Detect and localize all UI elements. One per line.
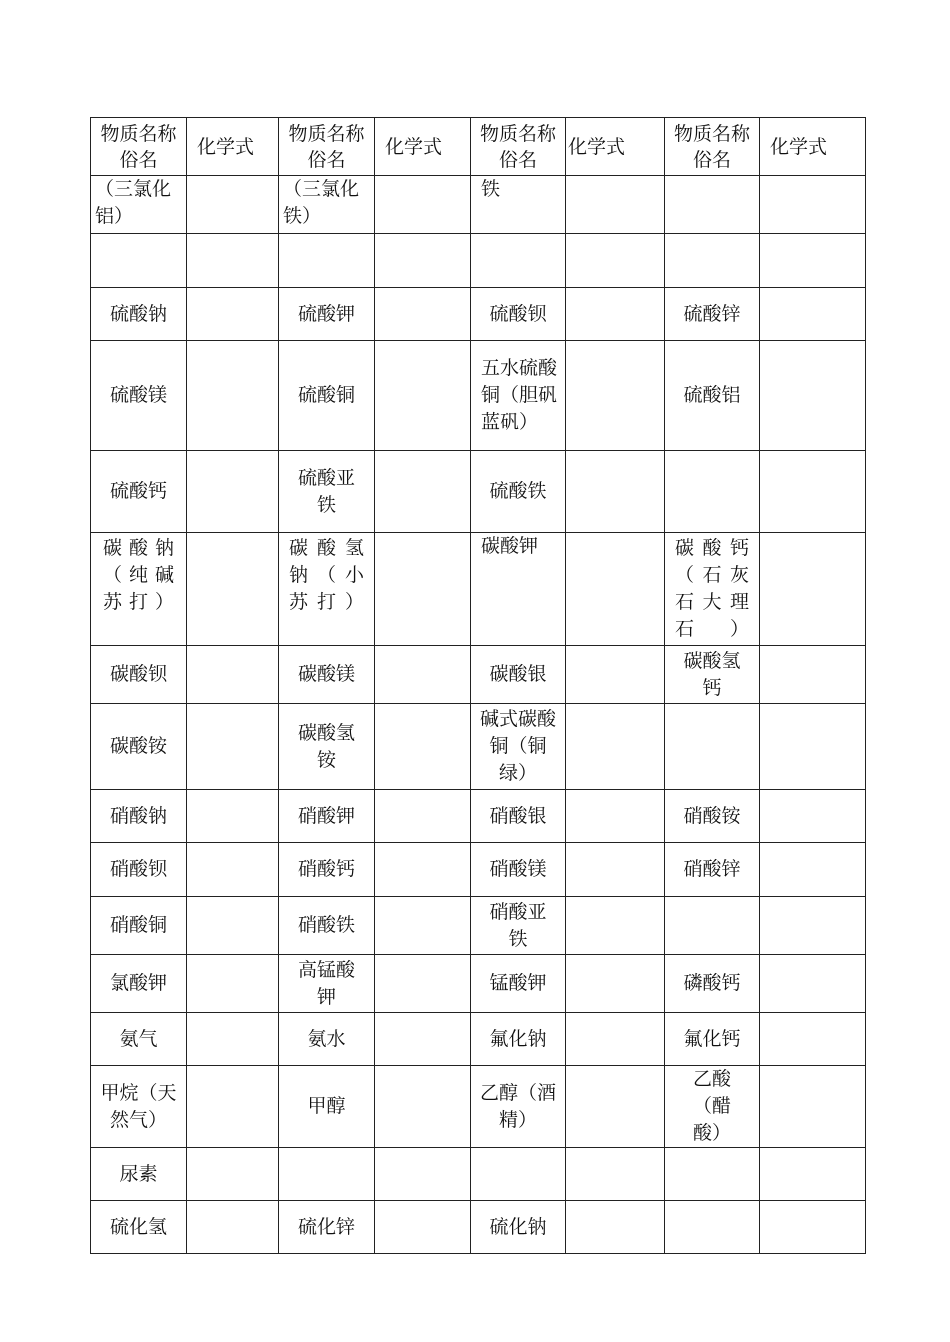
formula-cell[interactable] xyxy=(760,1148,866,1201)
name-cell: 硫酸钡 xyxy=(471,288,566,341)
name-cell: 铁 xyxy=(471,176,566,234)
formula-cell[interactable] xyxy=(187,955,279,1013)
formula-cell[interactable] xyxy=(760,1066,866,1148)
formula-cell[interactable] xyxy=(187,1066,279,1148)
table-row xyxy=(91,646,866,704)
formula-cell[interactable] xyxy=(375,1013,471,1066)
formula-cell[interactable] xyxy=(187,704,279,790)
name-cell: 碳酸氢钠（小苏打） xyxy=(279,533,375,646)
formula-cell[interactable] xyxy=(375,176,471,234)
header-formula-1: 化学式 xyxy=(187,118,279,176)
table-row xyxy=(91,288,866,341)
name-cell: 氯酸钾 xyxy=(91,955,187,1013)
name-cell: 硫酸钙 xyxy=(91,451,187,533)
name-cell: 氨水 xyxy=(279,1013,375,1066)
name-cell: 碳酸钙（石灰石大理石） xyxy=(665,533,760,646)
table-row xyxy=(91,897,866,955)
formula-cell[interactable] xyxy=(375,790,471,843)
formula-cell[interactable] xyxy=(566,1066,665,1148)
name-cell: 硫酸铜 xyxy=(279,341,375,451)
name-cell: 硝酸铁 xyxy=(279,897,375,955)
formula-cell[interactable] xyxy=(760,341,866,451)
table-row xyxy=(91,790,866,843)
name-cell: 甲醇 xyxy=(279,1066,375,1148)
formula-cell[interactable] xyxy=(760,1201,866,1254)
name-cell xyxy=(665,234,760,288)
name-cell xyxy=(665,704,760,790)
formula-cell[interactable] xyxy=(566,955,665,1013)
table-row xyxy=(91,1066,866,1148)
name-cell: （三氯化铝） xyxy=(91,176,187,234)
table-row xyxy=(91,451,866,533)
name-cell: 碳酸铵 xyxy=(91,704,187,790)
header-name-2: 物质名称 俗名 xyxy=(279,118,375,176)
table-row xyxy=(91,1148,866,1201)
table-row xyxy=(91,955,866,1013)
formula-cell[interactable] xyxy=(187,176,279,234)
formula-cell[interactable] xyxy=(187,533,279,646)
formula-cell[interactable] xyxy=(187,234,279,288)
formula-cell[interactable] xyxy=(375,341,471,451)
formula-cell[interactable] xyxy=(566,341,665,451)
name-cell: 锰酸钾 xyxy=(471,955,566,1013)
name-cell xyxy=(665,1148,760,1201)
formula-cell[interactable] xyxy=(375,1148,471,1201)
name-cell: 五水硫酸铜（胆矾蓝矾） xyxy=(471,341,566,451)
formula-cell[interactable] xyxy=(760,955,866,1013)
name-cell: 碳酸氢钙 xyxy=(665,646,760,704)
formula-cell[interactable] xyxy=(760,533,866,646)
name-cell: 碳酸钡 xyxy=(91,646,187,704)
formula-cell[interactable] xyxy=(375,704,471,790)
formula-cell[interactable] xyxy=(187,897,279,955)
name-cell: 硝酸锌 xyxy=(665,843,760,897)
formula-cell[interactable] xyxy=(375,234,471,288)
name-cell: 碳酸钾 xyxy=(471,533,566,646)
name-cell: 碳酸镁 xyxy=(279,646,375,704)
header-name-1: 物质名称 俗名 xyxy=(91,118,187,176)
header-row xyxy=(91,118,866,176)
name-cell xyxy=(665,1201,760,1254)
name-cell: （三氯化铁） xyxy=(279,176,375,234)
formula-cell[interactable] xyxy=(375,533,471,646)
formula-cell[interactable] xyxy=(187,790,279,843)
name-cell xyxy=(279,234,375,288)
name-cell xyxy=(665,451,760,533)
table-row xyxy=(91,704,866,790)
formula-cell[interactable] xyxy=(187,288,279,341)
table-row xyxy=(91,533,866,646)
name-cell xyxy=(279,1148,375,1201)
formula-cell[interactable] xyxy=(760,451,866,533)
formula-cell[interactable] xyxy=(566,704,665,790)
formula-cell[interactable] xyxy=(760,843,866,897)
name-cell: 氟化钙 xyxy=(665,1013,760,1066)
name-cell: 硝酸钾 xyxy=(279,790,375,843)
formula-cell[interactable] xyxy=(375,288,471,341)
formula-cell[interactable] xyxy=(760,234,866,288)
formula-cell[interactable] xyxy=(760,790,866,843)
name-cell: 乙酸（醋酸） xyxy=(665,1066,760,1148)
header-name-3: 物质名称俗名 xyxy=(471,118,566,176)
formula-cell[interactable] xyxy=(187,1148,279,1201)
formula-cell[interactable] xyxy=(187,1013,279,1066)
formula-cell[interactable] xyxy=(566,533,665,646)
formula-cell[interactable] xyxy=(187,1201,279,1254)
formula-cell[interactable] xyxy=(760,897,866,955)
name-cell: 硫化锌 xyxy=(279,1201,375,1254)
formula-cell[interactable] xyxy=(187,843,279,897)
name-cell: 碱式碳酸铜（铜绿） xyxy=(471,704,566,790)
name-cell: 硫酸钠 xyxy=(91,288,187,341)
formula-cell[interactable] xyxy=(566,234,665,288)
name-cell: 磷酸钙 xyxy=(665,955,760,1013)
name-cell: 碳酸氢铵 xyxy=(279,704,375,790)
formula-cell[interactable] xyxy=(760,646,866,704)
name-cell: 硫化钠 xyxy=(471,1201,566,1254)
formula-cell[interactable] xyxy=(375,451,471,533)
formula-cell[interactable] xyxy=(566,843,665,897)
name-cell: 硫酸锌 xyxy=(665,288,760,341)
formula-cell[interactable] xyxy=(566,897,665,955)
name-cell: 硝酸镁 xyxy=(471,843,566,897)
name-cell xyxy=(471,1148,566,1201)
name-cell xyxy=(665,897,760,955)
name-cell: 硫酸亚铁 xyxy=(279,451,375,533)
name-cell: 硝酸钠 xyxy=(91,790,187,843)
formula-cell[interactable] xyxy=(760,288,866,341)
header-formula-3: 化学式 xyxy=(566,118,665,176)
table-row xyxy=(91,843,866,897)
table-row xyxy=(91,341,866,451)
formula-cell[interactable] xyxy=(375,1066,471,1148)
header-formula-4: 化学式 xyxy=(760,118,866,176)
name-cell: 硝酸亚铁 xyxy=(471,897,566,955)
formula-cell[interactable] xyxy=(187,451,279,533)
formula-cell[interactable] xyxy=(566,1013,665,1066)
formula-cell[interactable] xyxy=(566,176,665,234)
formula-cell[interactable] xyxy=(375,897,471,955)
name-cell: 硫酸铁 xyxy=(471,451,566,533)
formula-cell[interactable] xyxy=(187,646,279,704)
name-cell: 碳酸钠（纯碱苏打） xyxy=(91,533,187,646)
header-name-4: 物质名称俗名 xyxy=(665,118,760,176)
formula-cell[interactable] xyxy=(566,1201,665,1254)
formula-cell[interactable] xyxy=(375,1201,471,1254)
table-row xyxy=(91,176,866,234)
name-cell xyxy=(91,234,187,288)
name-cell: 氨气 xyxy=(91,1013,187,1066)
name-cell: 硫酸钾 xyxy=(279,288,375,341)
formula-cell[interactable] xyxy=(760,704,866,790)
formula-cell[interactable] xyxy=(375,955,471,1013)
name-cell: 碳酸银 xyxy=(471,646,566,704)
formula-cell[interactable] xyxy=(760,1013,866,1066)
name-cell: 硝酸铜 xyxy=(91,897,187,955)
name-cell: 硫化氢 xyxy=(91,1201,187,1254)
formula-cell[interactable] xyxy=(566,790,665,843)
name-cell: 氟化钠 xyxy=(471,1013,566,1066)
formula-cell[interactable] xyxy=(375,843,471,897)
formula-cell[interactable] xyxy=(566,451,665,533)
name-cell xyxy=(665,176,760,234)
chemical-formula-table xyxy=(90,117,866,1254)
formula-cell[interactable] xyxy=(566,288,665,341)
formula-cell[interactable] xyxy=(760,176,866,234)
formula-cell[interactable] xyxy=(187,341,279,451)
name-cell: 乙醇（酒精） xyxy=(471,1066,566,1148)
name-cell: 尿素 xyxy=(91,1148,187,1201)
table-row xyxy=(91,1201,866,1254)
name-cell: 硝酸钡 xyxy=(91,843,187,897)
name-cell: 硝酸铵 xyxy=(665,790,760,843)
name-cell: 硝酸钙 xyxy=(279,843,375,897)
formula-cell[interactable] xyxy=(375,646,471,704)
name-cell: 高锰酸钾 xyxy=(279,955,375,1013)
name-cell: 硫酸镁 xyxy=(91,341,187,451)
name-cell: 硫酸铝 xyxy=(665,341,760,451)
table-row xyxy=(91,1013,866,1066)
table-row xyxy=(91,234,866,288)
name-cell: 甲烷（天然气） xyxy=(91,1066,187,1148)
formula-cell[interactable] xyxy=(566,646,665,704)
name-cell: 硝酸银 xyxy=(471,790,566,843)
header-formula-2: 化学式 xyxy=(375,118,471,176)
formula-cell[interactable] xyxy=(566,1148,665,1201)
name-cell xyxy=(471,234,566,288)
